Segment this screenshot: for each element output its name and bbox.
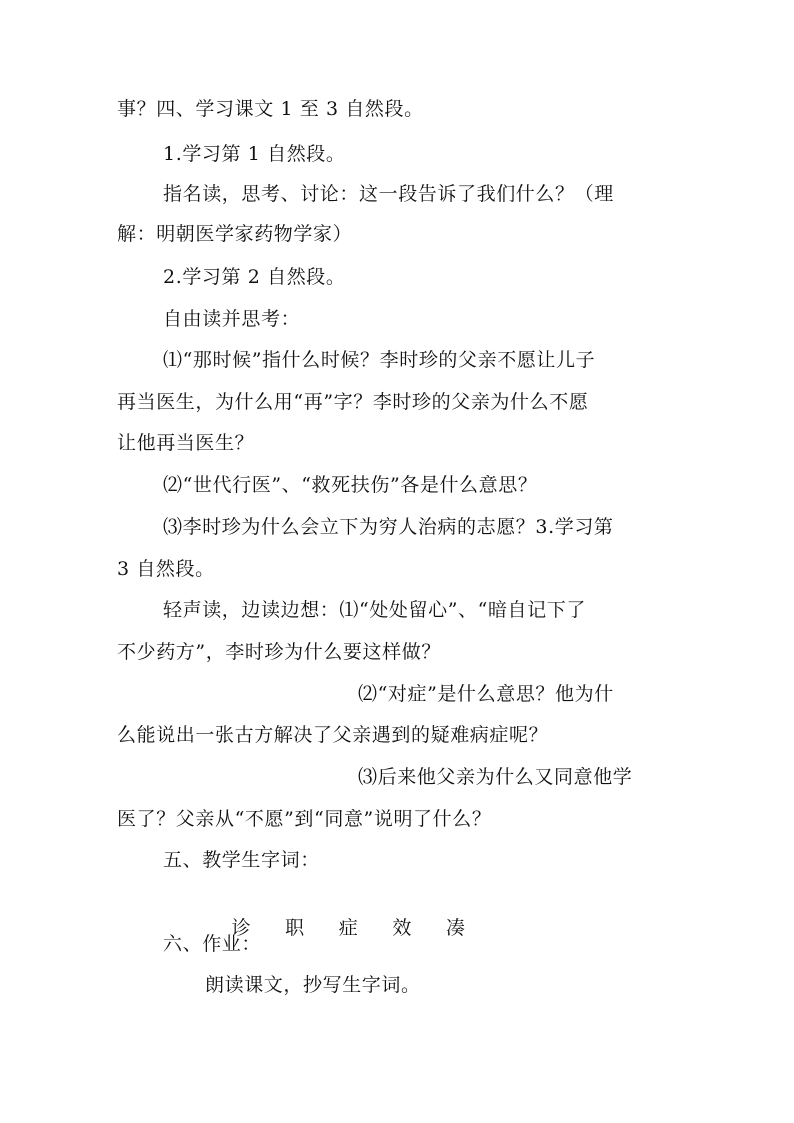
text-line: 五、教学生字词： xyxy=(163,849,320,871)
vocab-word: 症 xyxy=(338,917,359,939)
vocab-word: 效 xyxy=(392,917,412,939)
text-line: ⑴“那时候”指什么时候？李时珍的父亲不愿让儿子 xyxy=(163,349,596,371)
text-line: 事？四、学习课文 1 至 3 自然段。 xyxy=(117,98,424,120)
text-line: 3 自然段。 xyxy=(117,558,215,580)
text-line: ⑶李时珍为什么会立下为穷人治病的志愿？3.学习第 xyxy=(163,516,614,538)
text-line: 再当医生，为什么用“再”字？李时珍的父亲为什么不愿 xyxy=(117,391,589,413)
text-line: 1.学习第 1 自然段。 xyxy=(163,143,346,165)
vocab-word: 职 xyxy=(285,917,305,939)
text-line: 2.学习第 2 自然段。 xyxy=(163,266,346,288)
text-line: ⑵“世代行医”、“救死扶伤”各是什么意思？ xyxy=(163,474,538,496)
text-line: 六、作业： xyxy=(163,933,262,955)
text-line: 让他再当医生？ xyxy=(117,432,255,454)
text-line: 医了？父亲从“不愿”到“同意”说明了什么？ xyxy=(117,808,492,830)
vocab-word: 诊 xyxy=(231,917,252,939)
text-line: 不少药方”，李时珍为什么要这样做？ xyxy=(117,641,441,663)
text-line: 指名读，思考、讨论：这一段告诉了我们什么？（理 xyxy=(163,183,614,205)
vocab-word: 凑 xyxy=(446,917,466,939)
text-line: 轻声读，边读边想：⑴“处处留心”、“暗自记下了 xyxy=(163,599,586,621)
text-line: ⑵“对症”是什么意思？他为什 xyxy=(358,683,614,705)
text-line: 解：明朝医学家药物学家） xyxy=(117,223,353,245)
text-line: ⑶后来他父亲为什么又同意他学 xyxy=(358,766,633,788)
text-line: 么能说出一张古方解决了父亲遇到的疑难病症呢？ xyxy=(117,724,549,746)
text-line: 朗读课文，抄写生字词。 xyxy=(205,974,421,996)
text-line: 自由读并思考： xyxy=(163,308,301,330)
